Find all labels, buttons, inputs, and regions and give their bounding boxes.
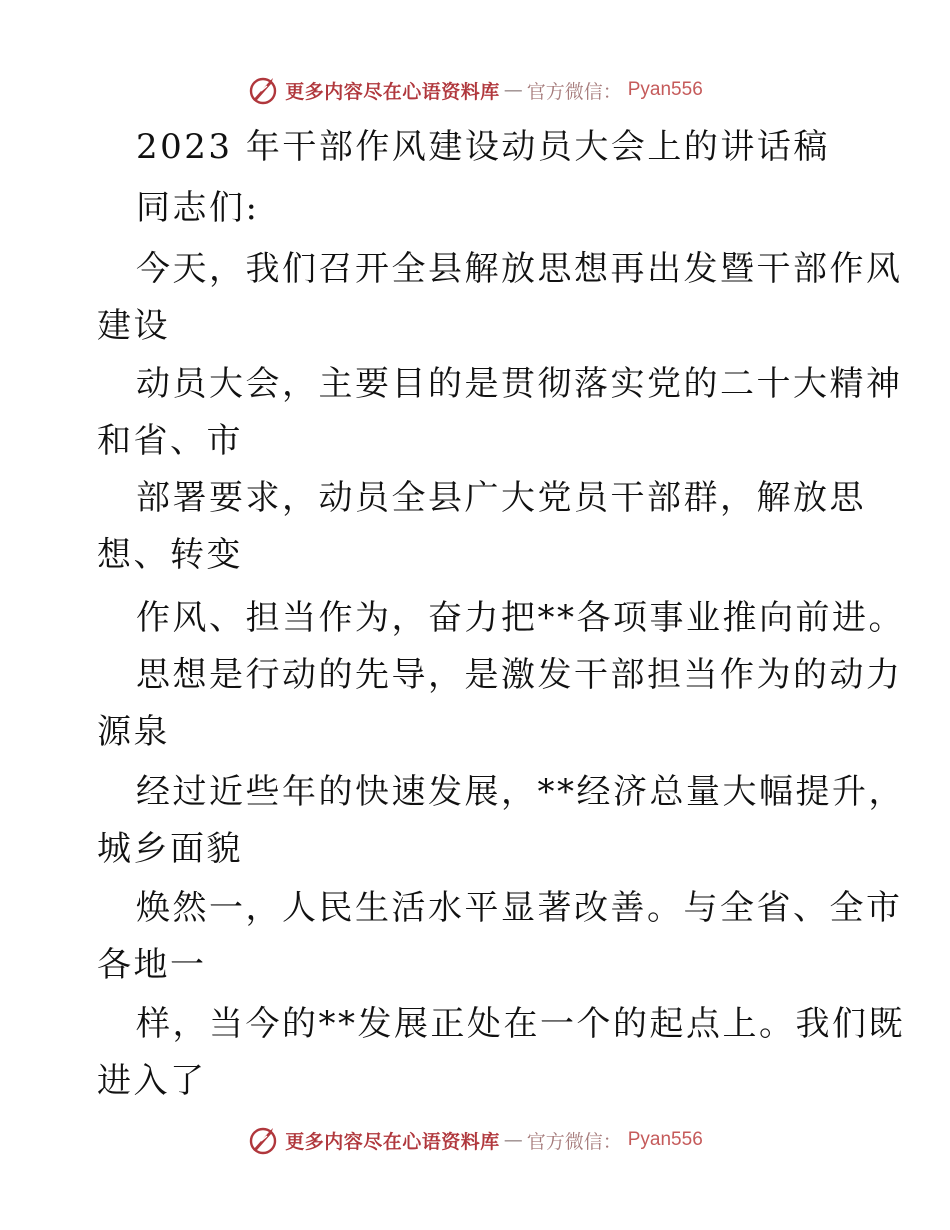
watermark-wechat-label: 官方微信： — [526, 80, 622, 103]
header-watermark — [0, 73, 950, 107]
paragraph-line: 和省、市 — [97, 421, 243, 461]
quill-pen-logo-icon — [247, 1124, 279, 1156]
paragraph-line: 城乡面貌 — [97, 829, 243, 869]
paragraph-line: 今天，我们召开全县解放思想再出发暨干部作风 — [136, 249, 903, 289]
paragraph-line: 动员大会，主要目的是贯彻落实党的二十大精神 — [136, 364, 903, 404]
watermark-wechat-label: 官方微信： — [526, 1130, 622, 1153]
watermark-dash: — — [503, 1129, 523, 1151]
quill-pen-logo-icon — [247, 74, 279, 106]
paragraph-line: 焕然一，人民生活水平显著改善。与全省、全市 — [136, 888, 903, 928]
paragraph-line: 各地一 — [97, 945, 207, 985]
watermark-wechat-id: Pyan556 — [627, 79, 703, 100]
paragraph-line: 部署要求，动员全县广大党员干部群，解放思 — [136, 478, 866, 518]
document-title: 2023 年干部作风建设动员大会上的讲话稿 — [136, 127, 830, 167]
paragraph-line: 想、转变 — [97, 535, 243, 575]
paragraph-line: 源泉 — [97, 712, 170, 752]
watermark-wechat-id: Pyan556 — [627, 1129, 703, 1150]
paragraph-line: 建设 — [97, 306, 170, 346]
footer-watermark — [0, 1123, 950, 1157]
paragraph-line: 样，当今的**发展正处在一个的起点上。我们既 — [136, 1004, 905, 1044]
greeting: 同志们: — [136, 188, 260, 228]
paragraph-line: 进入了 — [97, 1061, 207, 1101]
paragraph-line: 思想是行动的先导，是激发干部担当作为的动力 — [136, 655, 903, 695]
paragraph-line: 作风、担当作为，奋力把**各项事业推向前进。 — [136, 598, 905, 638]
watermark-text: 更多内容尽在心语资料库 — [285, 80, 500, 103]
watermark-dash: — — [503, 79, 523, 101]
watermark-text: 更多内容尽在心语资料库 — [285, 1130, 500, 1153]
paragraph-line: 经过近些年的快速发展，**经济总量大幅提升， — [136, 772, 905, 812]
